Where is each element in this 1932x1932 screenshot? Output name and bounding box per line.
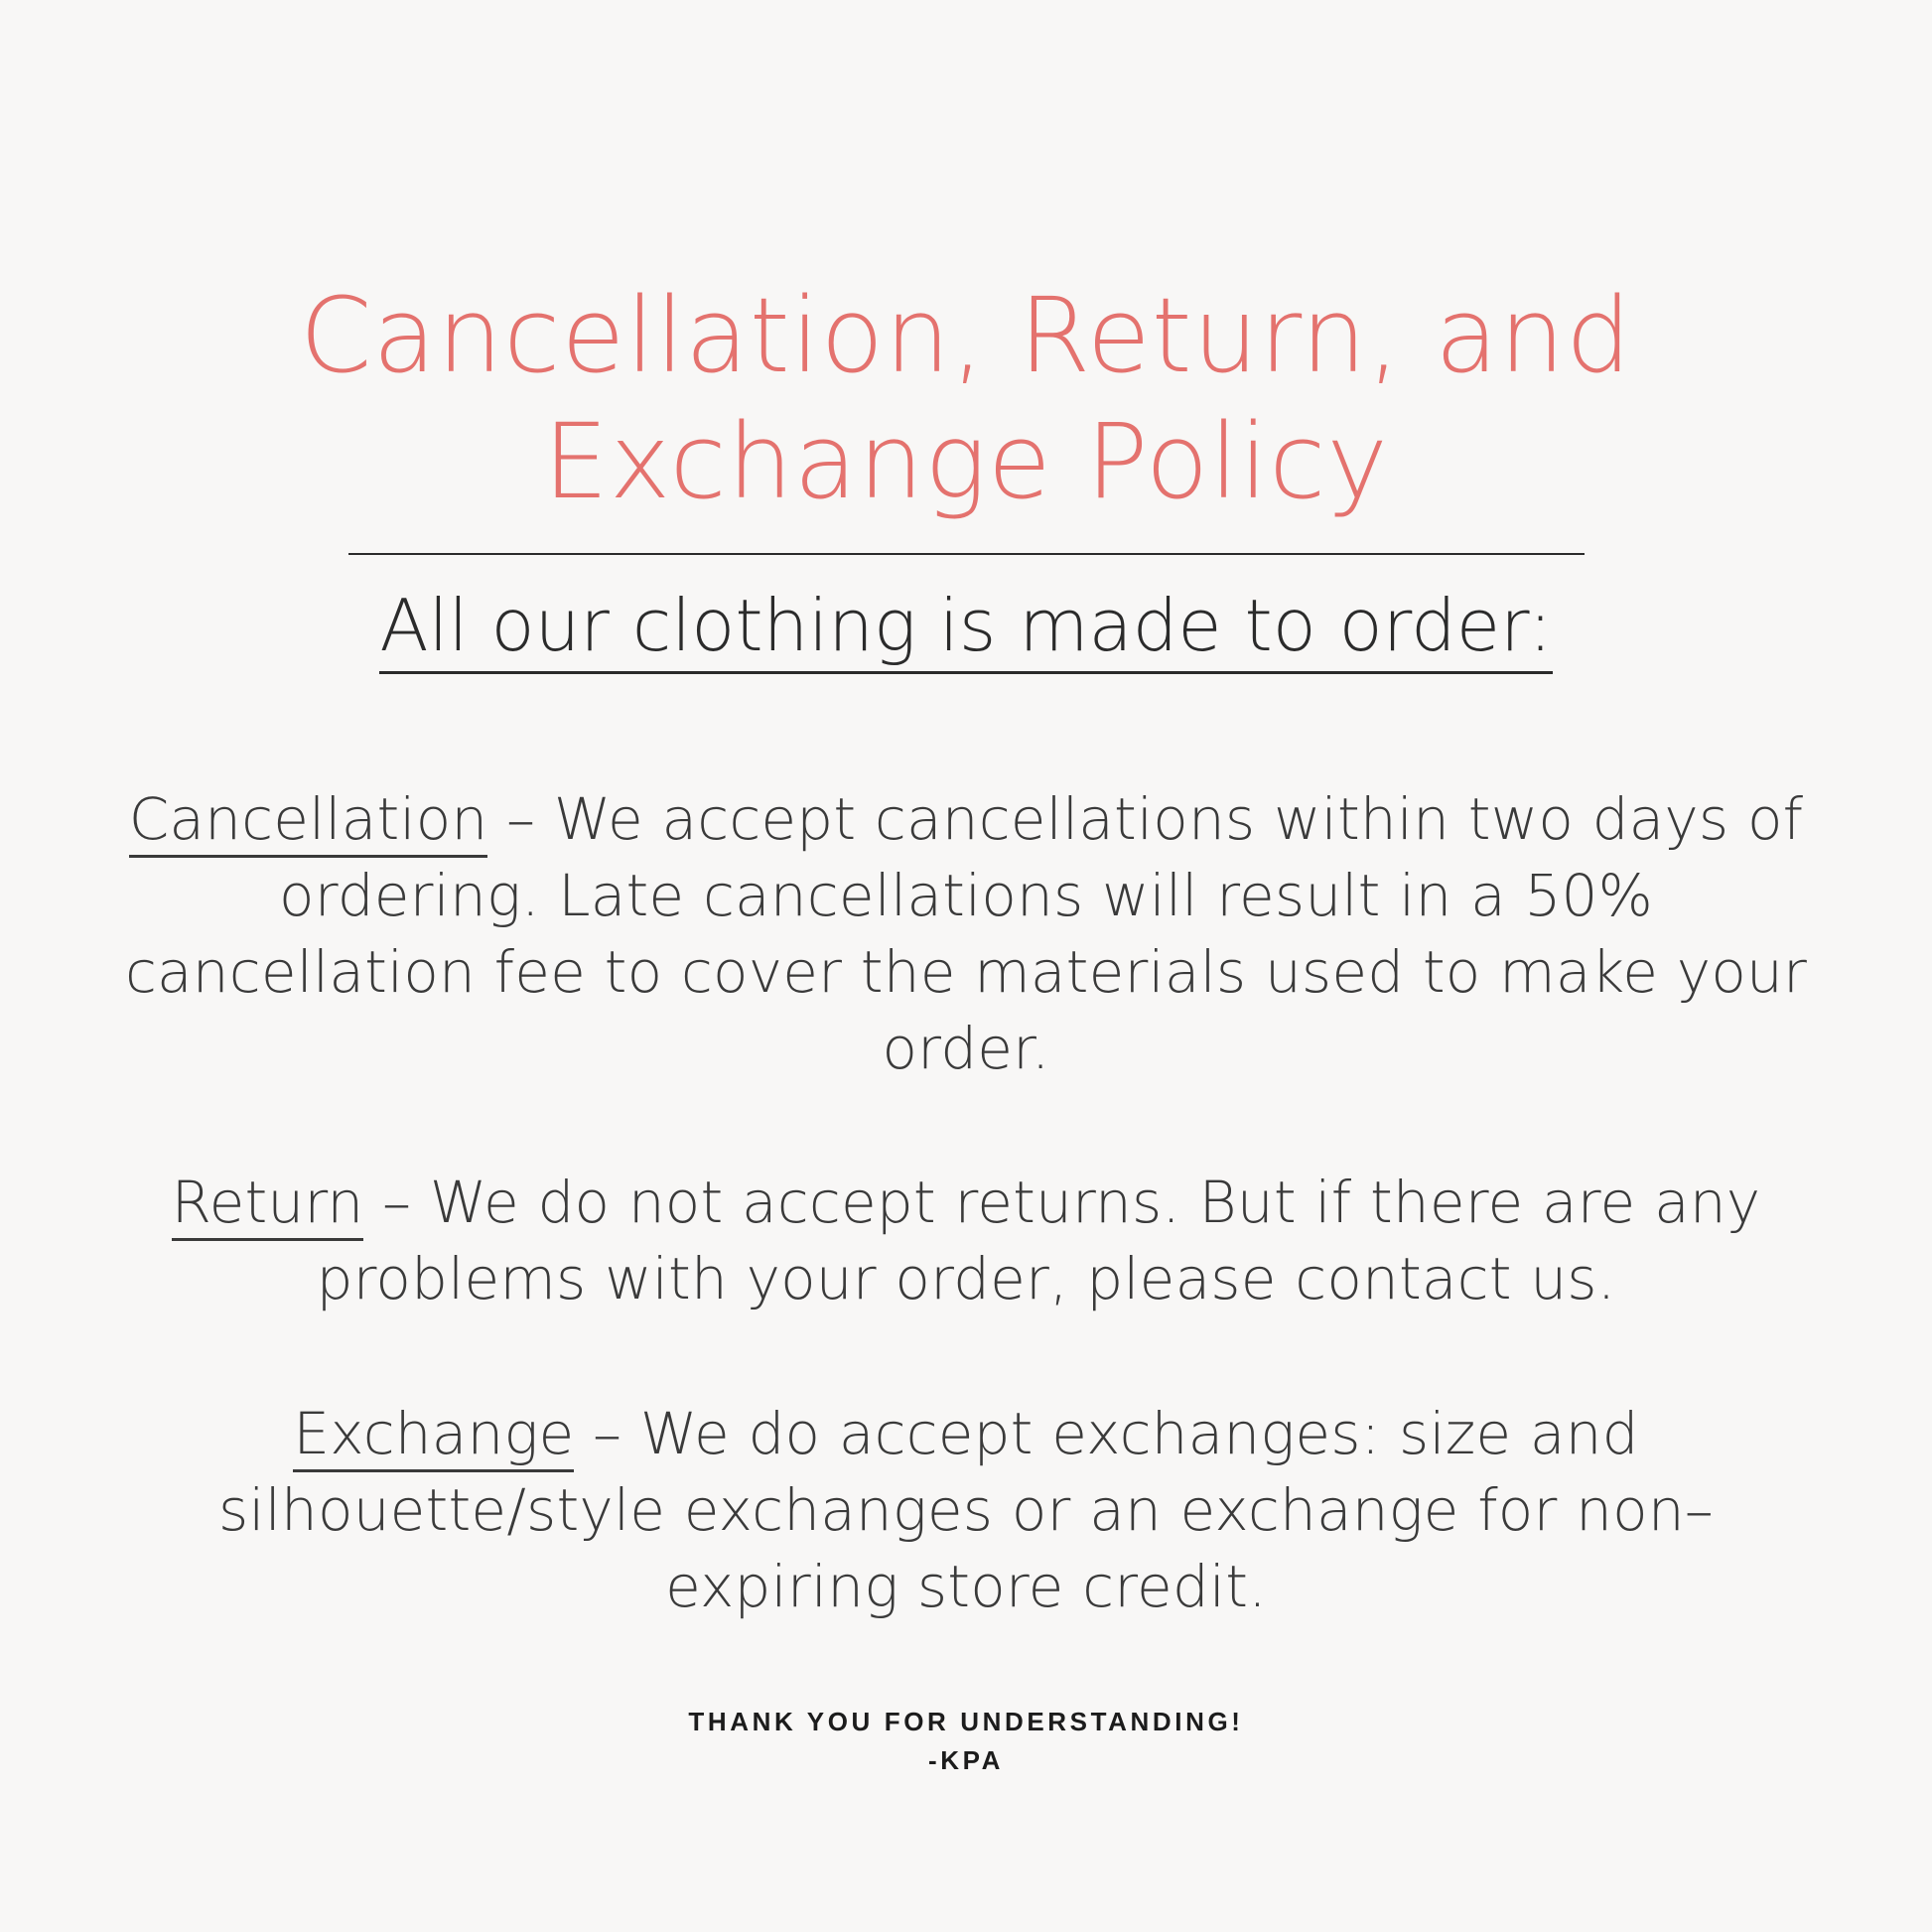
policy-section-cancellation-body: – We accept cancellations within two days of ordering. Late cancellations will result in a 50% cancellation fee to cover the materials used to make your order.: [124, 784, 1808, 1083]
title-divider: [348, 553, 1585, 555]
policy-section-cancellation: [119, 781, 1813, 1088]
footer-signature: -KPA: [927, 1744, 1005, 1775]
footer-thanks: THANK YOU FOR UNDERSTANDING!: [688, 1706, 1244, 1736]
policy-sections: [119, 781, 1813, 1625]
policy-content: [0, 273, 1932, 1780]
page-subtitle: [119, 581, 1813, 670]
policy-footer: [119, 1703, 1813, 1780]
page-subtitle-text: All our clothing is made to order:: [379, 584, 1552, 674]
policy-section-exchange: [119, 1396, 1813, 1625]
policy-section-exchange-lead: Exchange: [293, 1400, 574, 1472]
policy-section-return: [119, 1165, 1813, 1317]
policy-section-return-lead: Return: [172, 1169, 364, 1241]
policy-section-cancellation-lead: Cancellation: [129, 785, 488, 858]
page-title: Cancellation, Return, and Exchange Policy: [299, 275, 1633, 522]
policy-section-return-body: – We do not accept returns. But if there are any problems with your order, please contact us.: [316, 1169, 1761, 1313]
policy-section-exchange-body: – We do accept exchanges: size and silhouette/style exchanges or an exchange for non–expiring store credit.: [218, 1399, 1714, 1620]
